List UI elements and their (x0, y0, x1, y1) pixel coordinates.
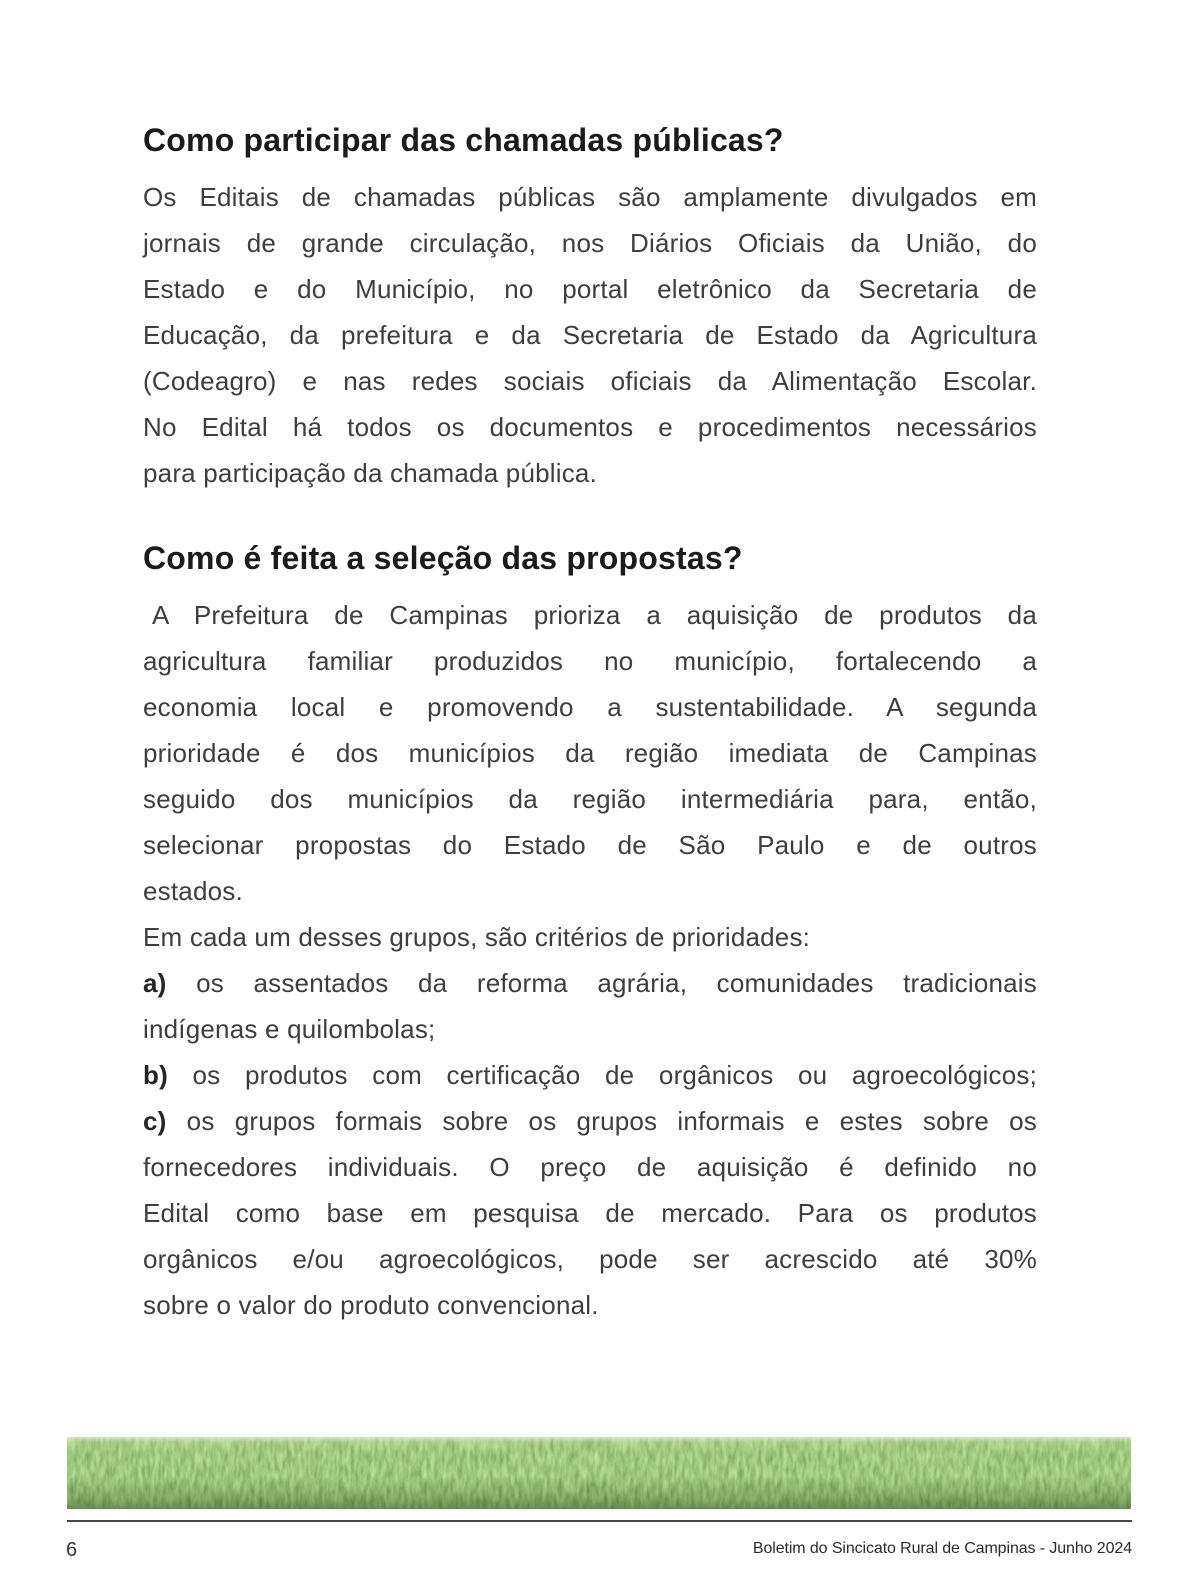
text-line: A Prefeitura de Campinas prioriza a aquisição de produtos da (152, 600, 1037, 630)
text-line: economia local e promovendo a sustentabilidade. A segunda (143, 692, 1037, 722)
text-line: fornecedores individuais. O preço de aquisição é definido no (143, 1152, 1037, 1182)
text-line: prioridade é dos municípios da região imediata de Campinas (143, 738, 1037, 768)
grass-photo-strip (67, 1437, 1131, 1509)
text-line: para participação da chamada pública. (143, 458, 598, 488)
footer-divider (67, 1520, 1132, 1522)
section-2-paragraph (143, 592, 1037, 1328)
article-content (143, 120, 1037, 1328)
text-line: sobre o valor do produto convencional. (143, 1290, 599, 1320)
text-line: jornais de grande circulação, nos Diários Oficiais da União, do (143, 228, 1037, 258)
section-1-paragraph (143, 174, 1037, 496)
text-line: Edital como base em pesquisa de mercado. Para os produtos (143, 1198, 1037, 1228)
text-line: (Codeagro) e nas redes sociais oficiais da Alimentação Escolar. (143, 366, 1037, 396)
text-line: Os Editais de chamadas públicas são amplamente divulgados em (143, 182, 1037, 212)
text-line: agricultura familiar produzidos no município, fortalecendo a (143, 646, 1037, 676)
text-line: Em cada um desses grupos, são critérios de prioridades: (143, 922, 811, 952)
text-line: c) os grupos formais sobre os grupos informais e estes sobre os (143, 1106, 1037, 1136)
text-line: orgânicos e/ou agroecológicos, pode ser acrescido até 30% (143, 1244, 1037, 1274)
grass-shading-overlay (67, 1437, 1131, 1509)
text-line: b) os produtos com certificação de orgânicos ou agroecológicos; (143, 1060, 1037, 1090)
text-line: Estado e do Município, no portal eletrônico da Secretaria de (143, 274, 1037, 304)
text-line: estados. (143, 876, 243, 906)
text-line: seguido dos municípios da região intermediária para, então, (143, 784, 1037, 814)
section-1-heading: Como participar das chamadas públicas? (143, 122, 784, 158)
text-line: Educação, da prefeitura e da Secretaria de Estado da Agricultura (143, 320, 1037, 350)
text-line: No Edital há todos os documentos e procedimentos necessários (143, 412, 1037, 442)
text-line: selecionar propostas do Estado de São Paulo e de outros (143, 830, 1037, 860)
text-line: indígenas e quilombolas; (143, 1014, 436, 1044)
footer-credit: Boletim do Sincicato Rural de Campinas - Junho 2024 (752, 1540, 1132, 1557)
page-number: 6 (66, 1539, 78, 1561)
section-2-heading: Como é feita a seleção das propostas? (143, 540, 743, 576)
text-line: a) os assentados da reforma agrária, comunidades tradicionais (143, 968, 1037, 998)
